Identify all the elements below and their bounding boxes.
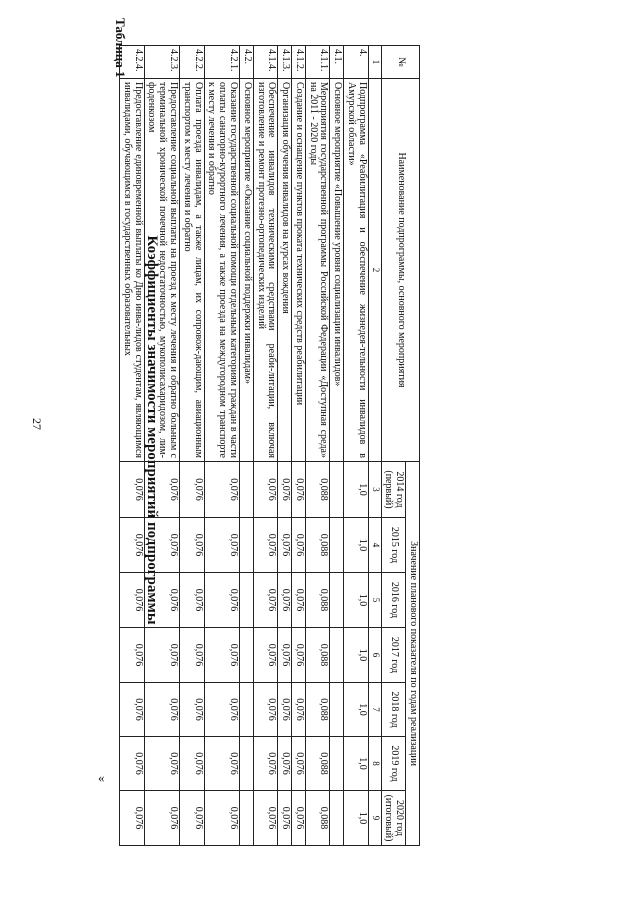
row-value <box>330 683 344 737</box>
table-row <box>204 46 239 846</box>
row-value: 0,076 <box>119 628 144 683</box>
column-number: 2 <box>368 79 381 462</box>
row-value: 0,076 <box>204 628 239 683</box>
row-name: Предоставление социальной выплаты на проезд к месту лечения и обратно больным с терминальной хронической почечной недостаточностью, мукополисахаридозом, лим-фоденкозом <box>144 79 179 462</box>
row-value: 1,0 <box>344 791 369 846</box>
header-group: Значение планового показателя по годам реализации <box>406 462 420 846</box>
row-number: 4.1.3. <box>278 46 292 79</box>
row-number: 4.2.1. <box>204 46 239 79</box>
column-number: 9 <box>368 791 381 846</box>
row-value: 0,076 <box>292 791 306 846</box>
row-value: 0,088 <box>305 791 330 846</box>
row-value: 0,076 <box>292 737 306 791</box>
header-year: 2018 год <box>381 683 406 737</box>
row-value: 0,076 <box>119 791 144 846</box>
row-value: 0,076 <box>292 683 306 737</box>
table-row <box>330 46 344 846</box>
row-value: 0,076 <box>204 573 239 628</box>
row-value: 0,076 <box>292 518 306 573</box>
header-year: 2015 год <box>381 518 406 573</box>
row-value <box>330 518 344 573</box>
row-value: 0,076 <box>292 573 306 628</box>
row-value: 0,076 <box>179 683 204 737</box>
row-value: 0,088 <box>305 737 330 791</box>
row-value <box>239 518 253 573</box>
row-value: 0,076 <box>204 737 239 791</box>
quote-mark: « <box>98 770 105 785</box>
row-value: 0,088 <box>305 683 330 737</box>
row-value <box>239 462 253 518</box>
row-number: 4.1. <box>330 46 344 79</box>
row-value: 0,088 <box>305 518 330 573</box>
row-value: 1,0 <box>344 462 369 518</box>
row-value: 0,076 <box>278 628 292 683</box>
row-value: 0,088 <box>305 462 330 518</box>
row-value: 0,076 <box>204 462 239 518</box>
table-row <box>292 46 306 846</box>
row-value: 0,076 <box>119 462 144 518</box>
row-value <box>330 573 344 628</box>
column-number: 6 <box>368 628 381 683</box>
row-value <box>330 737 344 791</box>
row-value: 0,076 <box>179 737 204 791</box>
row-value <box>330 791 344 846</box>
row-name: Предоставление единовременной выплаты ко Дню инва-лидов студентам, являющимся инвалидами, обучающимся в государственных образовательных <box>119 79 144 462</box>
row-number: 4.2.4. <box>119 46 144 79</box>
row-value <box>239 628 253 683</box>
table-row <box>344 46 369 846</box>
page-number: 27 <box>30 418 44 430</box>
row-value: 0,076 <box>278 518 292 573</box>
row-number: 4. <box>344 46 369 79</box>
row-value: 0,076 <box>144 628 179 683</box>
row-value: 0,076 <box>253 462 278 518</box>
table-body <box>119 46 368 846</box>
header-year: 2017 год <box>381 628 406 683</box>
row-value: 1,0 <box>344 573 369 628</box>
table-row <box>253 46 278 846</box>
table-row <box>278 46 292 846</box>
row-value: 1,0 <box>344 628 369 683</box>
row-value: 0,076 <box>253 518 278 573</box>
row-value: 0,076 <box>144 683 179 737</box>
row-name: Подпрограмма «Реабилитация и обеспечение жизнедея-тельности инвалидов в Амурской области» <box>344 79 369 462</box>
row-value: 0,076 <box>204 518 239 573</box>
row-value: 0,076 <box>119 683 144 737</box>
row-name: Создание и оснащение пунктов проката технических средств реабилитации <box>292 79 306 462</box>
table-row <box>305 46 330 846</box>
row-value: 1,0 <box>344 518 369 573</box>
column-number: 3 <box>368 462 381 518</box>
row-number: 4.1.2. <box>292 46 306 79</box>
column-number-row <box>368 46 381 846</box>
row-value: 0,076 <box>278 573 292 628</box>
column-number: 1 <box>368 46 381 79</box>
row-name: Оказание государственной социальной помощи отдельным категориям граждан в части оплаты санаторно-курортного лечения, а также проезда на междугородном транспорте к месту лечения и обратно <box>204 79 239 462</box>
row-value: 0,076 <box>253 628 278 683</box>
column-number: 4 <box>368 518 381 573</box>
row-value: 0,076 <box>179 573 204 628</box>
header-year: 2014 год (первый) <box>381 462 406 518</box>
row-number: 4.1.4. <box>253 46 278 79</box>
header-year: 2020 год (итоговый) <box>381 791 406 846</box>
row-value: 0,076 <box>253 573 278 628</box>
row-value <box>239 683 253 737</box>
row-value: 0,076 <box>144 462 179 518</box>
row-value: 0,076 <box>144 518 179 573</box>
column-number: 8 <box>368 737 381 791</box>
row-number: 4.2.3. <box>144 46 179 79</box>
row-value <box>330 462 344 518</box>
header-row <box>406 46 420 846</box>
row-value: 0,076 <box>278 462 292 518</box>
header-year: 2019 год <box>381 737 406 791</box>
row-value: 0,076 <box>292 462 306 518</box>
row-name: Основное мероприятие «Повышение уровня социализации инвалидов» <box>330 79 344 462</box>
row-value <box>239 573 253 628</box>
row-value: 0,076 <box>119 518 144 573</box>
row-value <box>239 791 253 846</box>
row-number: 4.2. <box>239 46 253 79</box>
row-value: 0,076 <box>204 791 239 846</box>
row-name: Оплата проезда инвалидам, а также лицам, их сопровож-дающим, авиационным транспортом к месту лечения и обратно <box>179 79 204 462</box>
row-value: 0,076 <box>144 791 179 846</box>
row-value: 0,076 <box>119 573 144 628</box>
row-number: 4.2.2. <box>179 46 204 79</box>
table-row <box>179 46 204 846</box>
column-number: 5 <box>368 573 381 628</box>
row-name: Обеспечение инвалидов техническими средствами реаби-литации, включая изготовление и ремонт протезно-ортопедических изделий <box>253 79 278 462</box>
row-value: 0,076 <box>292 628 306 683</box>
column-number: 7 <box>368 683 381 737</box>
row-name: Основное мероприятие «Оказание социальной поддержки инвалидам» <box>239 79 253 462</box>
row-value: 0,088 <box>305 573 330 628</box>
row-value: 0,076 <box>179 462 204 518</box>
row-name: Организация обучения инвалидов на курсах вождения <box>278 79 292 462</box>
row-value: 0,076 <box>278 683 292 737</box>
row-value: 0,076 <box>253 683 278 737</box>
row-value: 0,076 <box>144 737 179 791</box>
row-value: 0,076 <box>278 791 292 846</box>
row-value: 0,076 <box>119 737 144 791</box>
row-value: 0,076 <box>253 737 278 791</box>
table-label: Таблица 1 <box>113 18 128 78</box>
table-row <box>119 46 144 846</box>
row-value <box>239 737 253 791</box>
row-value: 0,076 <box>144 573 179 628</box>
row-number: 4.1.1. <box>305 46 330 79</box>
header-num: № <box>381 46 419 79</box>
row-value: 0,076 <box>179 628 204 683</box>
row-value: 0,076 <box>204 683 239 737</box>
table-row <box>239 46 253 846</box>
row-value: 1,0 <box>344 737 369 791</box>
table-row <box>144 46 179 846</box>
header-name: Наименование подпрограммы, основного мероприятия <box>381 79 419 462</box>
row-value <box>330 628 344 683</box>
row-value: 0,076 <box>179 791 204 846</box>
row-value: 0,088 <box>305 628 330 683</box>
row-value: 0,076 <box>253 791 278 846</box>
row-value: 1,0 <box>344 683 369 737</box>
document-title: Коэффициенты значимости мероприятий подпрограммы <box>144 235 160 625</box>
coefficients-table <box>119 45 420 846</box>
row-value: 0,076 <box>278 737 292 791</box>
row-name: Мероприятия государственной программы Российской Федерации «Доступная среда» на 2011 - 2020 годы <box>305 79 330 462</box>
row-value: 0,076 <box>179 518 204 573</box>
header-year: 2016 год <box>381 573 406 628</box>
